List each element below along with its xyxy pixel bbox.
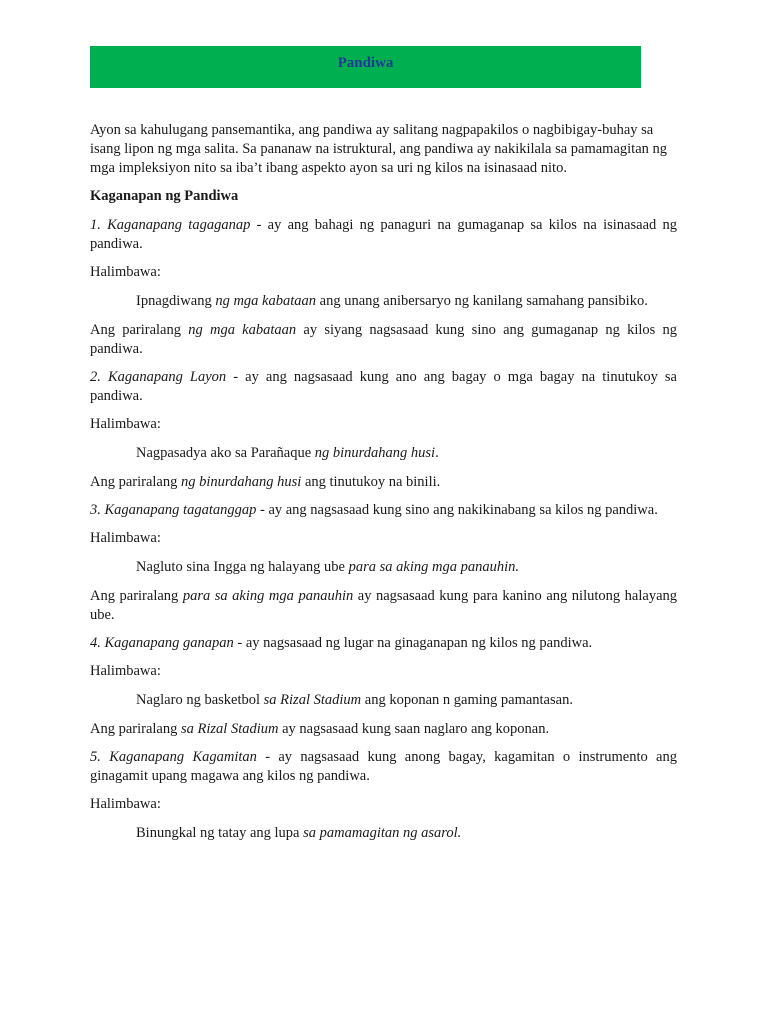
- example-label-2: Halimbawa:: [90, 416, 161, 432]
- explanation-3: Ang pariralang para sa aking mga panauhin ay nagsasaad kung para kanino ang nilutong halayang ube.: [90, 588, 678, 623]
- example-4: Naglaro ng basketbol sa Rizal Stadium ang koponan n gaming pamantasan.: [136, 692, 573, 708]
- term-2: 2. Kaganapang Layon: [90, 369, 227, 385]
- example-3: Nagluto sina Ingga ng halayang ube para sa aking mga panauhin.: [136, 559, 519, 575]
- definition-5: 5. Kaganapang Kagamitan - ay nagsasaad kung anong bagay, kagamitan o instrumento ang ginagamit upang magawa ang kilos ng pandiwa.: [90, 749, 677, 784]
- example-label-1: Halimbawa:: [90, 264, 161, 280]
- page-title: Pandiwa: [337, 54, 394, 71]
- term-5: 5. Kaganapang Kagamitan: [90, 749, 257, 765]
- explanation-4: Ang pariralang sa Rizal Stadium ay nagsasaad kung saan naglaro ang koponan.: [90, 721, 550, 737]
- example-label-4: Halimbawa:: [90, 663, 161, 679]
- explanation-1: Ang pariralang ng mga kabataan ay siyang nagsasaad kung sino ang gumaganap ng kilos ng pandiwa.: [90, 322, 678, 357]
- example-1: Ipnagdiwang ng mga kabataan ang unang anibersaryo ng kanilang samahang pansibiko.: [136, 293, 648, 309]
- definition-4: 4. Kaganapang ganapan - ay nagsasaad ng lugar na ginaganapan ng kilos ng pandiwa.: [90, 635, 593, 651]
- example-2: Nagpasadya ako sa Parañaque ng binurdahang husi.: [136, 445, 439, 461]
- document-body: [90, 121, 677, 853]
- definition-1: 1. Kaganapang tagaganap - ay ang bahagi ng panaguri na gumaganap sa kilos na isinasaad ng pandiwa.: [90, 217, 678, 252]
- example-5: Binungkal ng tatay ang lupa sa pamamagitan ng asarol.: [136, 825, 462, 841]
- example-label-3: Halimbawa:: [90, 530, 161, 546]
- definition-2: 2. Kaganapang Layon - ay ang nagsasaad kung ano ang bagay o mga bagay na tinutukoy sa pandiwa.: [90, 369, 677, 404]
- section-heading: Kaganapan ng Pandiwa: [90, 188, 239, 204]
- term-3: 3. Kaganapang tagatanggap: [90, 502, 257, 518]
- intro-paragraph: Ayon sa kahulugang pansemantika, ang pandiwa ay salitang nagpapakilos o nagbibigay-buhay sa isang lipon ng mga salita. Sa pananaw na istruktural, ang pandiwa ay nakikilala sa pamamagitan ng mga impleksiyon nito sa iba’t ibang aspekto ayon sa uri ng kilos na isinasaad nito.: [90, 122, 668, 176]
- example-label-5: Halimbawa:: [90, 796, 161, 812]
- definition-3: 3. Kaganapang tagatanggap - ay ang nagsasaad kung sino ang nakikinabang sa kilos ng pandiwa.: [90, 502, 658, 518]
- term-1: 1. Kaganapang tagaganap: [90, 217, 251, 233]
- explanation-2: Ang pariralang ng binurdahang husi ang tinutukoy na binili.: [90, 474, 441, 490]
- title-banner: [90, 46, 641, 88]
- term-4: 4. Kaganapang ganapan: [90, 635, 234, 651]
